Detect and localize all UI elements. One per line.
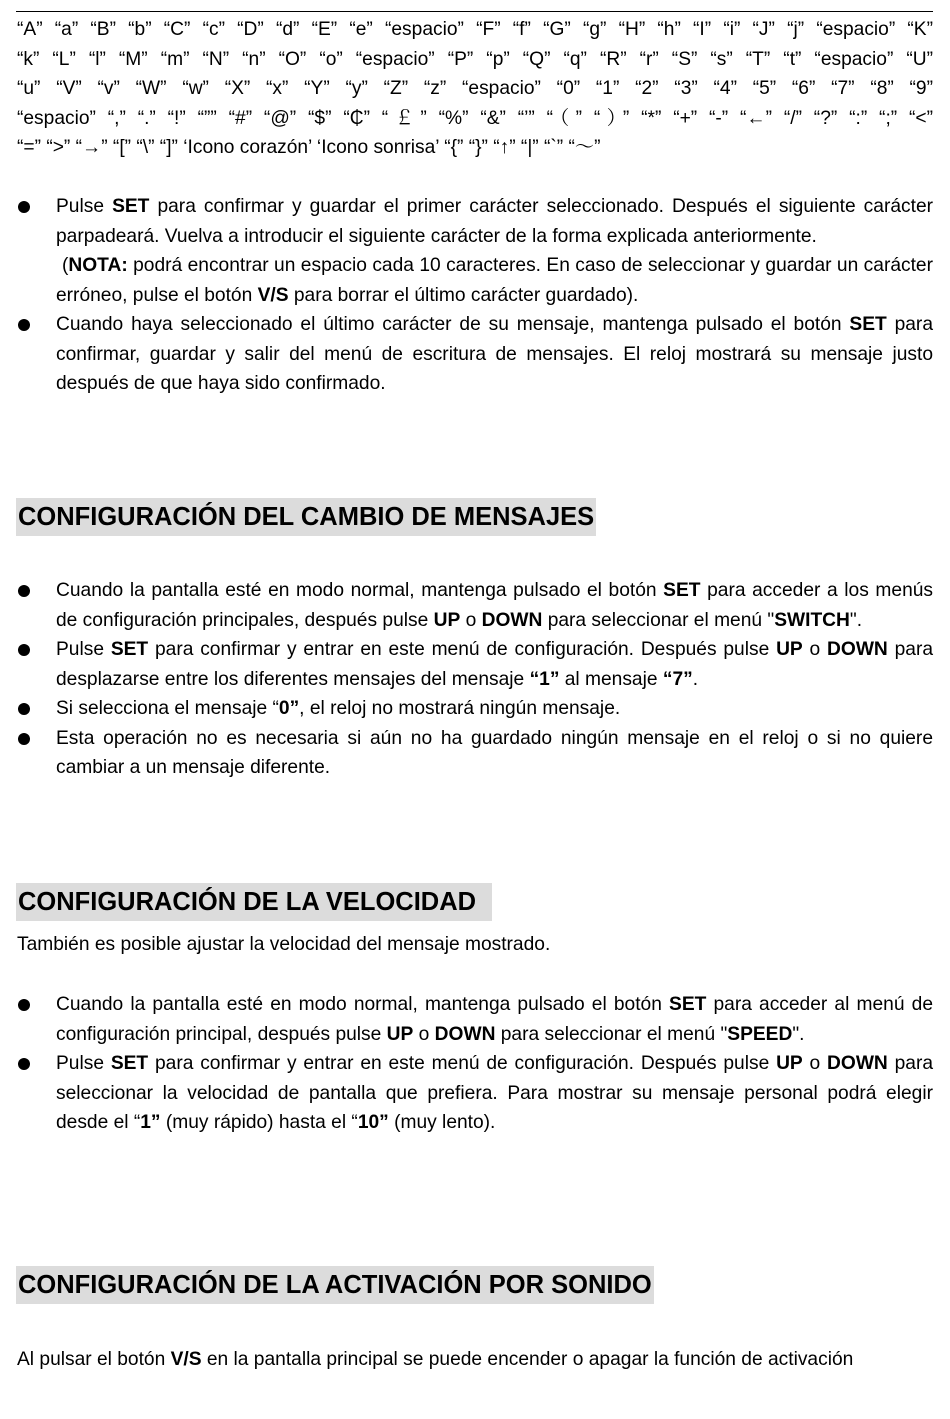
- list-item: [17, 990, 933, 1049]
- bullet-icon: [18, 733, 30, 745]
- key-label: SET: [669, 994, 707, 1015]
- text-run: o: [413, 1023, 435, 1045]
- note: [56, 251, 933, 310]
- key-label: UP: [776, 639, 803, 660]
- text-run: Si selecciona el mensaje “: [56, 698, 279, 719]
- key-label: DOWN: [434, 1023, 496, 1045]
- character-list-line: “=” “>” “→” “[” “\” “]” ‘Icono corazón’ ‘Icono sonrisa’ “{” “}” “↑” “|” “`” “～”: [17, 137, 601, 159]
- speed-bullet-list: [17, 990, 933, 1138]
- key-label: SET: [663, 580, 701, 601]
- key-label: DOWN: [827, 1053, 888, 1074]
- bullet-icon: [18, 201, 30, 213]
- text-run: Cuando la pantalla esté en modo normal, mantenga pulsado el botón: [56, 994, 670, 1015]
- speed-value: 10”: [357, 1112, 389, 1133]
- text-run: para desplazarse entre los diferentes mensajes del mensaje: [56, 639, 934, 690]
- key-label: DOWN: [481, 609, 543, 631]
- key-label: DOWN: [827, 639, 888, 660]
- text-run: Al pulsar el botón: [17, 1349, 171, 1370]
- text-run: o: [802, 1053, 828, 1074]
- text-run: para confirmar, guardar y salir del menú de escritura de mensajes. El reloj mostrará su mensaje justo después de que haya sido confirmado.: [56, 314, 933, 394]
- section-heading-switch: CONFIGURACIÓN DEL CAMBIO DE MENSAJES: [16, 498, 596, 536]
- text-run: ".: [849, 609, 863, 631]
- text-run: para confirmar y entrar en este menú de configuración. Después pulse: [148, 639, 777, 660]
- switch-bullet-list: [17, 576, 933, 783]
- text-run: (: [62, 255, 69, 276]
- text-run: ".: [792, 1023, 805, 1045]
- key-label: SET: [110, 639, 149, 660]
- text-run: para acceder a los menús de configuración principales, después pulse: [56, 580, 934, 631]
- list-item: [17, 724, 933, 783]
- bullet-icon: [18, 585, 30, 597]
- list-item: [17, 576, 933, 635]
- text-run: al mensaje: [559, 668, 663, 690]
- character-list-line: “k” “L” “l” “M” “m” “N” “n” “O” “o” “espacio” “P” “p” “Q” “q” “R” “r” “S” “s” “T” “t” “espacio” “U”: [17, 48, 933, 70]
- intro-bullet-list: [17, 192, 933, 399]
- text-run: o: [460, 609, 482, 631]
- text-run: Pulse: [56, 196, 113, 217]
- text-run: para confirmar y entrar en este menú de configuración. Después pulse: [148, 1053, 777, 1074]
- text-run: en la pantalla principal se puede encender o apagar la función de activación: [201, 1349, 854, 1370]
- key-label: UP: [776, 1053, 803, 1074]
- character-list: [17, 15, 933, 163]
- text-run: para seleccionar la velocidad de pantalla que prefiera. Para mostrar su mensaje personal podrá elegir desde el “: [56, 1053, 934, 1133]
- text-run: para confirmar y guardar el primer carácter seleccionado. Después el siguiente carácter parpadeará. Vuelva a introducir el siguiente carácter de la forma explicada anteriormente.: [56, 196, 933, 247]
- note-label: NOTA:: [68, 255, 128, 276]
- text-run: Esta operación no es necesaria si aún no ha guardado ningún mensaje en el reloj o si no quiere cambiar a un mensaje diferente.: [56, 727, 933, 778]
- key-label: UP: [386, 1023, 414, 1045]
- text-run: Pulse: [56, 639, 111, 660]
- text-run: Cuando haya seleccionado el último carácter de su mensaje, mantenga pulsado el botón: [56, 314, 850, 335]
- key-label: SET: [110, 1053, 149, 1074]
- bullet-icon: [18, 1058, 30, 1070]
- speed-intro: También es posible ajustar la velocidad del mensaje mostrado.: [17, 934, 551, 955]
- text-run: para seleccionar el menú ": [542, 609, 775, 631]
- character-list-line: “A” “a” “B” “b” “C” “c” “D” “d” “E” “e” “espacio” “F” “f” “G” “g” “H” “h” “I” “i” “J” “j” “espacio” “K”: [17, 19, 933, 40]
- text-run: para acceder al menú de configuración principal, después pulse: [56, 994, 933, 1045]
- text-run: o: [802, 639, 828, 660]
- text-run: (muy lento).: [388, 1112, 496, 1133]
- key-label: UP: [433, 609, 461, 631]
- list-item: [17, 1049, 933, 1138]
- character-list-line: “espacio” “,” “.” “!” “”” “#” “@” “$” “₵” “￡” “%” “&” “’” “（” “）” “*” “+” “-” “←” “/” “?” “:” “;” “<”: [17, 107, 933, 129]
- key-label: SET: [112, 196, 150, 217]
- text-run: , el reloj no mostrará ningún mensaje.: [299, 698, 621, 719]
- bullet-icon: [18, 999, 30, 1011]
- list-item: [17, 192, 933, 310]
- bullet-icon: [18, 644, 30, 656]
- key-label: SET: [849, 314, 887, 335]
- text-run: .: [692, 668, 699, 690]
- text-run: podrá encontrar un espacio cada 10 caracteres. En caso de seleccionar y guardar un carácter erróneo, pulse el botón: [56, 255, 933, 306]
- text-run: para seleccionar el menú ": [495, 1023, 728, 1045]
- message-number: 0”: [278, 698, 300, 719]
- bullet-icon: [18, 319, 30, 331]
- key-label: V/S: [257, 284, 289, 306]
- list-item: [17, 694, 933, 724]
- section-heading-speed: CONFIGURACIÓN DE LA VELOCIDAD: [16, 883, 492, 921]
- key-label: V/S: [170, 1349, 202, 1370]
- message-number: “1”: [529, 668, 560, 690]
- sound-paragraph: [17, 1345, 933, 1375]
- list-item: [17, 635, 933, 694]
- list-item: [17, 310, 933, 399]
- message-number: “7”: [662, 668, 693, 690]
- text-run: Pulse: [56, 1053, 111, 1074]
- text-run: Cuando la pantalla esté en modo normal, mantenga pulsado el botón: [56, 580, 664, 601]
- text-run: (muy rápido) hasta el “: [160, 1112, 358, 1133]
- menu-name: SPEED: [727, 1023, 793, 1045]
- speed-value: 1”: [140, 1112, 161, 1133]
- section-heading-sound: CONFIGURACIÓN DE LA ACTIVACIÓN POR SONIDO: [16, 1266, 654, 1304]
- text-run: para borrar el último carácter guardado).: [288, 284, 639, 306]
- menu-name: SWITCH: [774, 609, 850, 631]
- bullet-icon: [18, 703, 30, 715]
- top-rule: [16, 11, 933, 12]
- character-list-line: “u” “V” “v” “W” “w” “X” “x” “Y” “y” “Z” “z” “espacio” “0” “1” “2” “3” “4” “5” “6” “7” “8” “9”: [17, 78, 933, 100]
